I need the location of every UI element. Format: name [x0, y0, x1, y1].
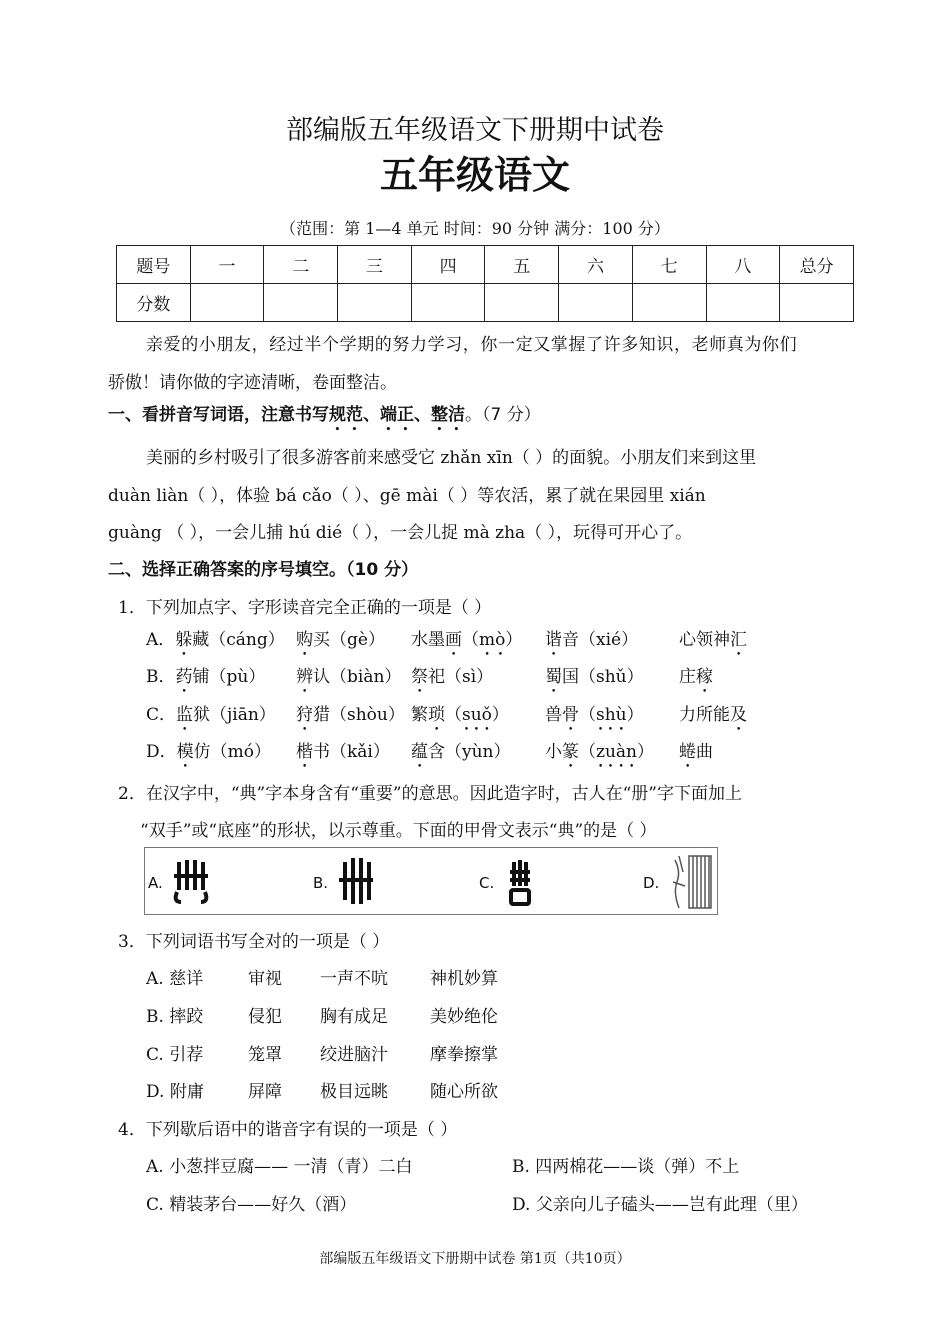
option-text: 仿（mó） [193, 742, 271, 762]
option-word: 屏障 [248, 1082, 282, 1102]
intro-line: 骄傲！请你做的字迹清晰，卷面整洁。 [108, 373, 397, 393]
option-word: 审视 [248, 969, 282, 989]
exam-subtitle: 五年级语文 [379, 153, 570, 197]
table-cell: 七 [632, 246, 706, 284]
dotted-char: 药 [175, 667, 193, 687]
option-word [296, 662, 401, 697]
question-stem: “双手”或“底座”的形状，以示尊重。下面的甲骨文表示“典”的是（ ） [140, 821, 657, 841]
option-word [679, 625, 747, 660]
option-row[interactable]: A. 慈详 [146, 969, 204, 989]
paragraph-line: 美丽的乡村吸引了很多游客前来感受它 zhǎn xīn（ ）的面貌。小朋友们来到这里 [146, 448, 757, 468]
heading-part: 、 [414, 405, 431, 425]
option-row[interactable] [146, 737, 271, 772]
option-row[interactable] [146, 662, 265, 697]
option-label: A． [146, 630, 176, 650]
option-text: 祀（sì） [428, 667, 494, 687]
option-word [411, 737, 511, 772]
option-text: 藏（cáng） [192, 630, 285, 650]
heading-part: 整洁 [431, 405, 465, 425]
dotted-char: 琐（suǒ） [428, 705, 509, 725]
question-stem: 1．下列加点字、字形读音完全正确的一项是（ ） [118, 598, 492, 618]
score-input-cell[interactable] [706, 284, 780, 322]
option-row[interactable]: D. 父亲向儿子磕头——岂有此理（里） [512, 1195, 808, 1215]
dotted-char: 监 [176, 705, 194, 725]
option-word [679, 737, 713, 772]
dotted-char: 篆（zuàn） [562, 742, 654, 762]
option-text: 兽 [545, 705, 562, 725]
option-row[interactable]: C. 引荐 [146, 1045, 204, 1065]
option-text: 繁 [411, 705, 428, 725]
paragraph-line: guàng （ ），一会儿捕 hú dié（ ），一会儿捉 mà zha（ ），玩得可开心了。 [108, 523, 693, 543]
dotted-char: 躲 [175, 630, 193, 650]
score-input-cell[interactable] [411, 284, 485, 322]
dotted-char: 汇 [730, 630, 747, 650]
dotted-char: 蕴 [411, 742, 428, 762]
option-text: 猎（shòu） [313, 705, 405, 725]
option-word: 神机妙算 [430, 969, 498, 989]
table-cell: 分数 [117, 284, 191, 322]
score-input-cell[interactable] [190, 284, 264, 322]
option-row[interactable]: C. 精装茅台——好久（酒） [146, 1195, 357, 1215]
option-word [545, 662, 644, 697]
table-cell: 四 [411, 246, 485, 284]
option-text: 水墨 [411, 630, 445, 650]
dotted-char: 楷 [296, 742, 313, 762]
table-cell: 总分 [780, 246, 854, 284]
option-word: 一声不吭 [320, 969, 388, 989]
score-input-cell[interactable] [485, 284, 559, 322]
table-row [117, 246, 854, 284]
option-text: 曲 [696, 742, 713, 762]
dotted-char: 狩 [296, 705, 313, 725]
question-stem: 4．下列歇后语中的谐音字有误的一项是（ ） [118, 1120, 458, 1140]
option-label-d[interactable]: D. [643, 874, 660, 892]
option-word [411, 662, 493, 697]
option-word [296, 625, 385, 660]
option-word [545, 700, 644, 735]
option-label-c[interactable]: C. [479, 874, 495, 892]
option-row[interactable]: B. 摔跤 [146, 1007, 204, 1027]
table-cell: 一 [190, 246, 264, 284]
option-word: 胸有成足 [320, 1007, 388, 1027]
table-cell: 八 [706, 246, 780, 284]
score-table [116, 245, 854, 322]
intro-line: 亲爱的小朋友，经过半个学期的努力学习，你一定又掌握了许多知识，老师真为你们 [146, 335, 798, 355]
option-text: 国（shǔ） [562, 667, 644, 687]
option-word [545, 625, 638, 660]
dotted-char: 谐 [545, 630, 562, 650]
heading-part: 端正 [380, 405, 414, 425]
option-word: 随心所欲 [430, 1082, 498, 1102]
page-footer: 部编版五年级语文下册期中试卷 第1页（共10页） [319, 1251, 631, 1267]
option-row[interactable] [146, 700, 276, 735]
option-word: 美妙绝伦 [430, 1007, 498, 1027]
option-word: 绞进脑汁 [320, 1045, 388, 1065]
dotted-char: 蜷 [679, 742, 696, 762]
option-row[interactable]: D. 附庸 [146, 1082, 204, 1102]
option-text: 心领神 [679, 630, 730, 650]
heading-part: 一、看拼音写词语，注意书写 [108, 405, 329, 425]
table-cell: 六 [559, 246, 633, 284]
table-cell: 题号 [117, 246, 191, 284]
dotted-char: 模 [176, 742, 194, 762]
exam-title: 部编版五年级语文下册期中试卷 [286, 115, 664, 146]
heading-part: 。（7 分） [465, 405, 541, 425]
dotted-char: 祭 [411, 667, 428, 687]
dotted-char: 购 [296, 630, 313, 650]
oracle-glyph-c-icon [507, 856, 533, 908]
score-input-cell[interactable] [632, 284, 706, 322]
option-text: 铺（pù） [192, 667, 266, 687]
option-row[interactable] [146, 625, 285, 660]
paragraph-line: duàn liàn（ ），体验 bá cǎo（ ）、gē mài（ ）等农活，累了就在果园里 xián [108, 486, 706, 506]
option-word [411, 625, 522, 660]
option-word [296, 737, 390, 772]
option-label: C． [146, 705, 177, 725]
option-text: 音（xié） [562, 630, 639, 650]
option-word [679, 700, 747, 735]
option-text: 含（yùn） [428, 742, 511, 762]
option-text: 买（gè） [313, 630, 385, 650]
oracle-glyph-b-icon [337, 854, 375, 908]
dotted-char: 及 [730, 705, 747, 725]
score-input-cell[interactable] [559, 284, 633, 322]
oracle-glyph-d-icon [669, 852, 715, 912]
heading-part: 、 [363, 405, 380, 425]
question-stem: 3．下列词语书写全对的一项是（ ） [118, 932, 390, 952]
option-word: 笼罩 [248, 1045, 282, 1065]
option-text: 力所能 [679, 705, 730, 725]
table-cell: 五 [485, 246, 559, 284]
option-label: D． [146, 742, 177, 762]
score-input-cell[interactable] [780, 284, 854, 322]
option-label-b[interactable]: B. [313, 874, 329, 892]
option-row[interactable]: B. 四两棉花——谈（弹）不上 [512, 1157, 740, 1177]
score-input-cell[interactable] [338, 284, 412, 322]
oracle-bone-image-strip [144, 847, 718, 915]
section-heading: 二、选择正确答案的序号填空。（10 分） [108, 560, 419, 580]
option-label-a[interactable]: A. [148, 874, 163, 892]
table-cell: 三 [338, 246, 412, 284]
oracle-glyph-a-icon [171, 856, 211, 906]
option-text: 书（kǎi） [313, 742, 390, 762]
option-word [411, 700, 509, 735]
option-word [679, 662, 713, 697]
option-text: 狱（jiān） [193, 705, 276, 725]
dotted-char: 辨 [296, 667, 313, 687]
dotted-char: 画（mò） [445, 630, 523, 650]
option-word: 摩拳擦掌 [430, 1045, 498, 1065]
option-row[interactable]: A. 小葱拌豆腐—— 一清（青）二白 [146, 1157, 413, 1177]
option-word: 侵犯 [248, 1007, 282, 1027]
table-cell: 二 [264, 246, 338, 284]
heading-part: 规范 [329, 405, 363, 425]
option-word [296, 700, 405, 735]
exam-range: （范围：第 1—4 单元 时间：90 分钟 满分：100 分） [280, 219, 670, 238]
table-row [117, 284, 854, 322]
dotted-char: 骨（shù） [562, 705, 644, 725]
section-heading [108, 400, 541, 435]
dotted-char: 蜀 [545, 667, 562, 687]
option-word [545, 737, 654, 772]
option-text: 小 [545, 742, 562, 762]
option-word: 极目远眺 [320, 1082, 388, 1102]
score-input-cell[interactable] [264, 284, 338, 322]
option-text: 认（biàn） [313, 667, 402, 687]
option-text: 庄 [679, 667, 696, 687]
question-stem: 2．在汉字中，“典”字本身含有“重要”的意思。因此造字时，古人在“册”字下面加上 [118, 784, 742, 804]
dotted-char: 稼 [696, 667, 713, 687]
option-label: B． [146, 667, 176, 687]
